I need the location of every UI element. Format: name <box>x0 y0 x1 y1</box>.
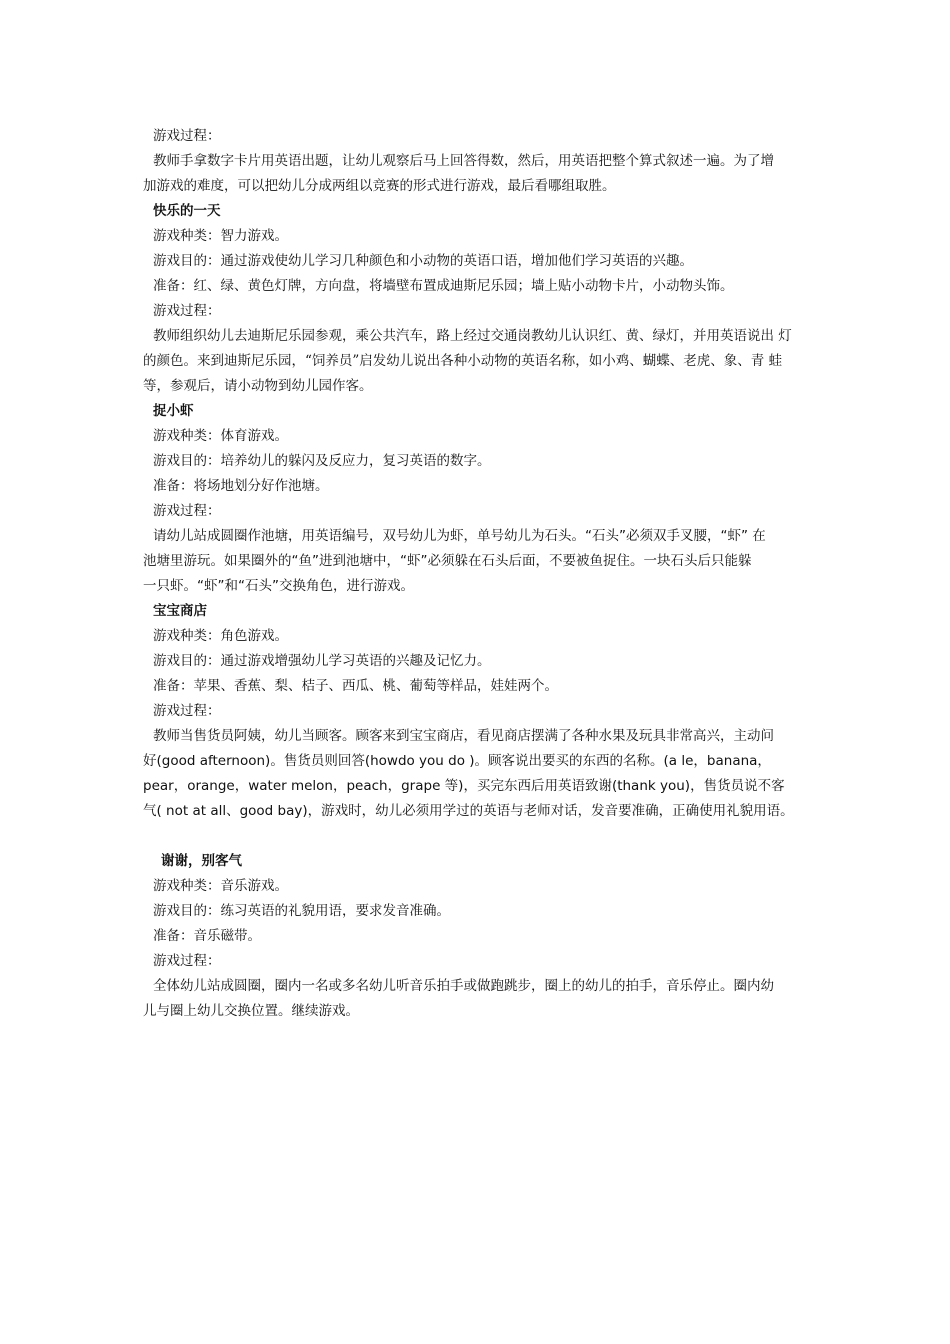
document-page <box>143 124 815 1024</box>
game-process-line: 气( not at all、good bay)，游戏时，幼儿必须用学过的英语与老师对话，发音要准确，正确使用礼貌用语。 <box>143 803 794 819</box>
game-process-line: 好(good afternoon)。售货员则回答(howdo you do )。顾客说出要买的东西的名称。(a le，banana， <box>143 753 771 769</box>
game-process-line: pear，orange，water melon，peach，grape 等)，买完东西后用英语致谢(thank you)，售货员说不客 <box>143 778 785 794</box>
intro-process-label: 游戏过程： <box>153 128 221 144</box>
game-process-line: 一只虾。“虾”和“石头”交换角色，进行游戏。 <box>143 578 414 594</box>
game-prep: 准备：音乐磁带。 <box>153 928 261 944</box>
game-process-label: 游戏过程： <box>153 303 221 319</box>
game-goal: 游戏目的：通过游戏使幼儿学习几种颜色和小动物的英语口语，增加他们学习英语的兴趣。 <box>153 253 693 269</box>
game-type: 游戏种类：智力游戏。 <box>153 228 288 244</box>
intro-process-line: 教师手拿数字卡片用英语出题，让幼儿观察后马上回答得数，然后，用英语把整个算式叙述一遍。为了增 <box>153 153 774 169</box>
game-prep: 准备：将场地划分好作池塘。 <box>153 478 329 494</box>
game-title: 快乐的一天 <box>153 203 221 219</box>
game-title: 捉小虾 <box>153 403 194 419</box>
game-process-line: 全体幼儿站成圆圈，圈内一名或多名幼儿听音乐拍手或做跑跳步，圈上的幼儿的拍手，音乐停止。圈内幼 <box>153 978 774 994</box>
game-process-line: 池塘里游玩。如果圈外的“鱼”进到池塘中，“虾”必须躲在石头后面，不要被鱼捉住。一块石头后只能躲 <box>143 553 752 569</box>
game-prep: 准备：红、绿、黄色灯牌，方向盘，将墙壁布置成迪斯尼乐园；墙上贴小动物卡片，小动物头饰。 <box>153 278 734 294</box>
spacer <box>143 824 815 849</box>
intro-process-line: 加游戏的难度，可以把幼儿分成两组以竞赛的形式进行游戏，最后看哪组取胜。 <box>143 178 616 194</box>
game-process-label: 游戏过程： <box>153 953 221 969</box>
game-goal: 游戏目的：练习英语的礼貌用语，要求发音准确。 <box>153 903 450 919</box>
game-process-label: 游戏过程： <box>153 703 221 719</box>
game-process-label: 游戏过程： <box>153 503 221 519</box>
game-process-line: 请幼儿站成圆圈作池塘，用英语编号，双号幼儿为虾，单号幼儿为石头。“石头”必须双手叉腰，“虾” 在 <box>153 528 766 544</box>
game-process-line: 教师当售货员阿姨，幼儿当顾客。顾客来到宝宝商店，看见商店摆满了各种水果及玩具非常高兴，主动问 <box>153 728 774 744</box>
game-goal: 游戏目的：培养幼儿的躲闪及反应力，复习英语的数字。 <box>153 453 491 469</box>
game-process-line: 等，参观后，请小动物到幼儿园作客。 <box>143 378 373 394</box>
game-type: 游戏种类：音乐游戏。 <box>153 878 288 894</box>
game-type: 游戏种类：体育游戏。 <box>153 428 288 444</box>
game-type: 游戏种类：角色游戏。 <box>153 628 288 644</box>
game-process-line: 教师组织幼儿去迪斯尼乐园参观，乘公共汽车，路上经过交通岗教幼儿认识红、黄、绿灯，并用英语说出 灯 <box>153 328 792 344</box>
game-process-line: 的颜色。来到迪斯尼乐园，“饲养员”启发幼儿说出各种小动物的英语名称，如小鸡、蝴蝶、老虎、象、青 蛙 <box>143 353 783 369</box>
game-process-line: 儿与圈上幼儿交换位置。继续游戏。 <box>143 1003 359 1019</box>
game-title: 宝宝商店 <box>153 603 207 619</box>
game-prep: 准备：苹果、香蕉、梨、桔子、西瓜、桃、葡萄等样品，娃娃两个。 <box>153 678 558 694</box>
game-goal: 游戏目的：通过游戏增强幼儿学习英语的兴趣及记忆力。 <box>153 653 491 669</box>
game-title: 谢谢，别客气 <box>161 853 242 869</box>
